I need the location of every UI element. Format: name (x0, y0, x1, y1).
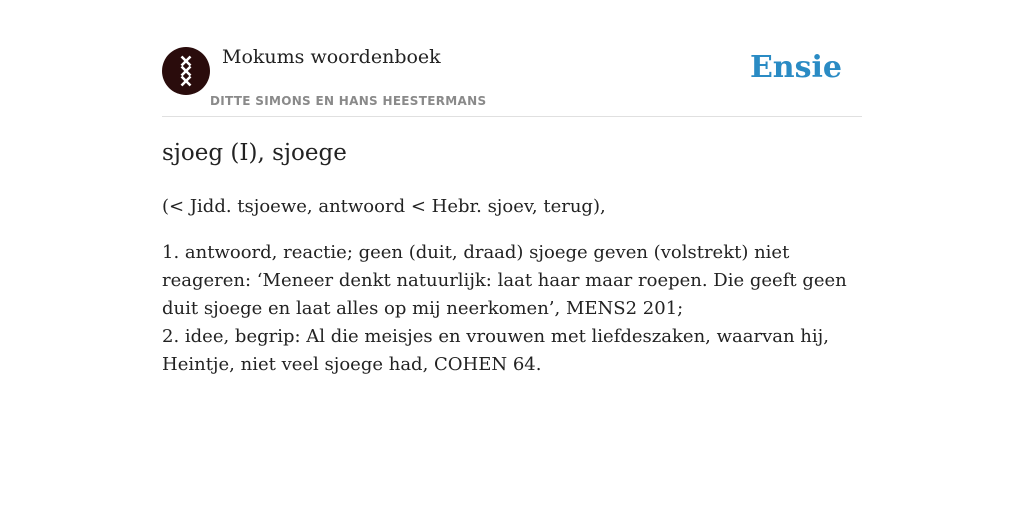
ensie-brand-link[interactable]: Ensie (749, 50, 842, 85)
book-authors: DITTE SIMONS EN HANS HEESTERMANS (210, 94, 487, 108)
entry-etymology: (< Jidd. tsjoewe, antwoord < Hebr. sjoev, terug), (162, 196, 606, 217)
definition-1: 1. antwoord, reactie; geen (duit, draad) sjoege geven (volstrekt) niet reageren: ‘Meneer denkt natuurlijk: laat haar maar roepen. Die geeft geen duit sjoege en laat alles op mij neerkomen’, MENS2 201; (162, 242, 847, 319)
definition-2: 2. idee, begrip: Al die meisjes en vrouwen met liefdeszaken, waarvan hij, Heintje, niet veel sjoege had, COHEN 64. (162, 326, 829, 375)
header (162, 0, 862, 117)
entry-title: sjoeg (I), sjoege (162, 140, 347, 166)
book-title[interactable]: Mokums woordenboek (222, 46, 441, 68)
entry-definitions (162, 239, 862, 379)
amsterdam-xxx-icon[interactable] (162, 47, 210, 95)
page (162, 0, 862, 375)
